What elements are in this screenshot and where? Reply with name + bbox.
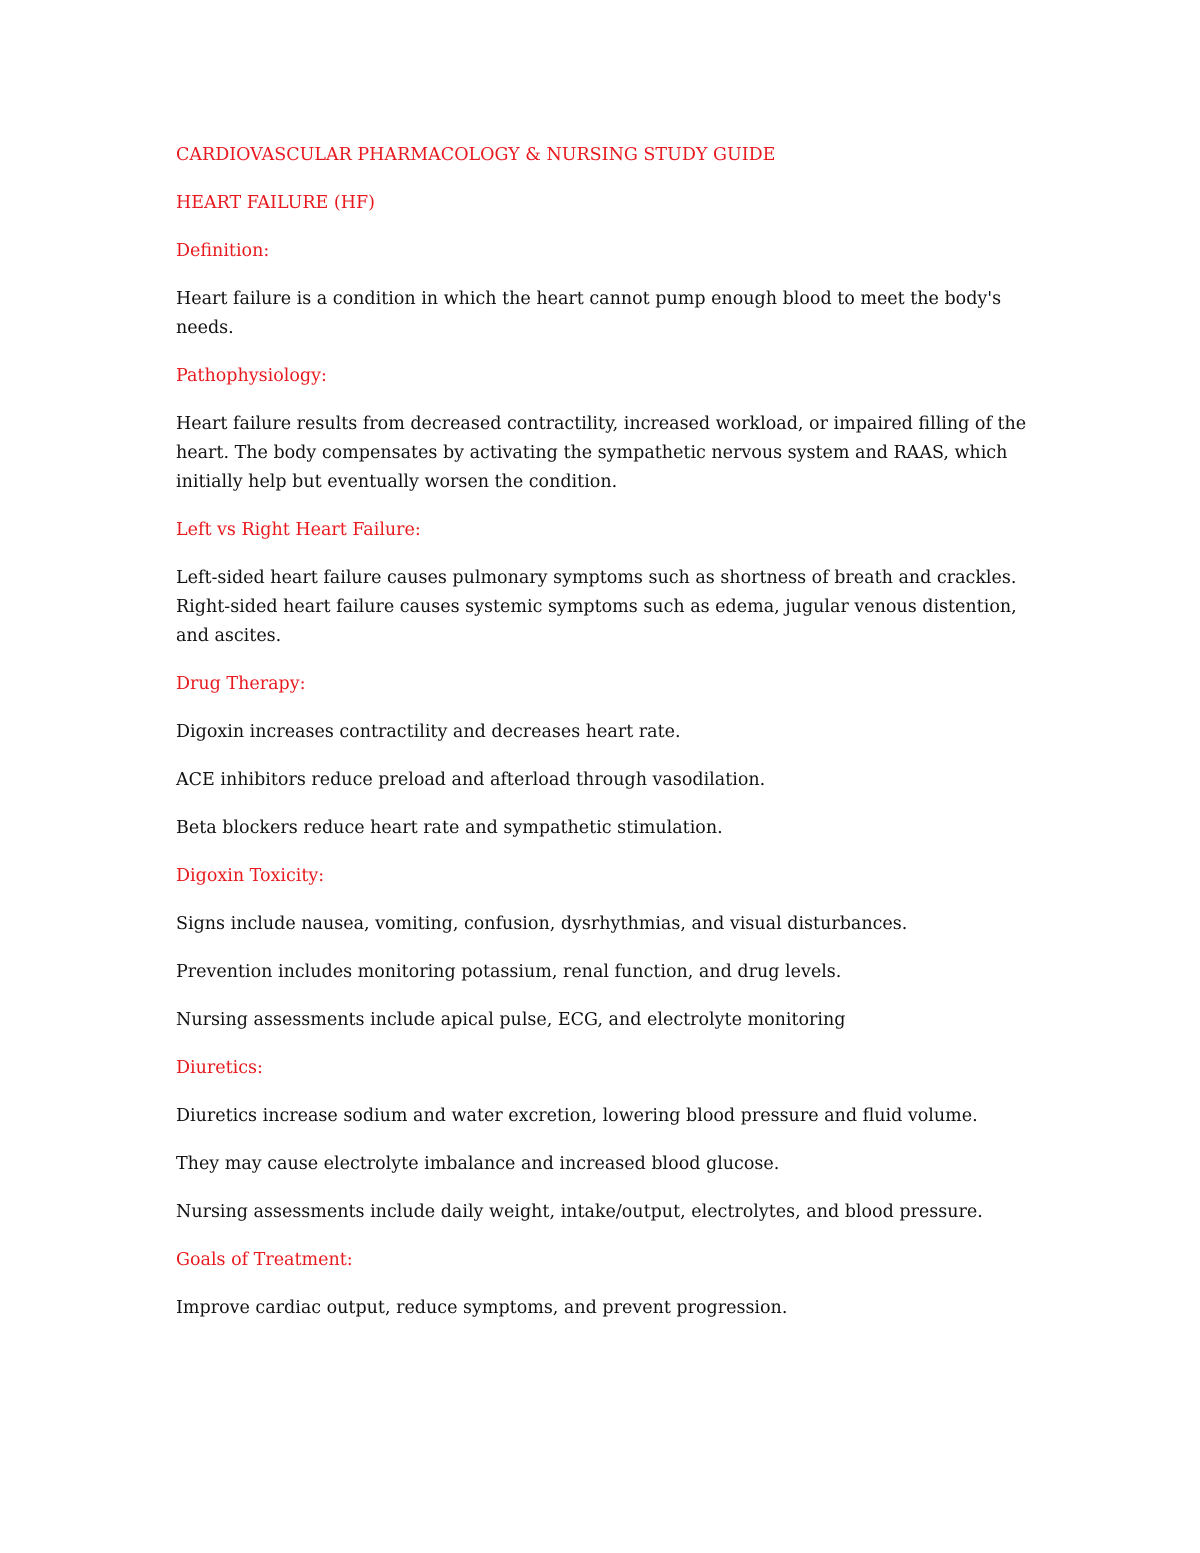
heading-digoxin-toxicity: Digoxin Toxicity: <box>176 866 325 886</box>
paragraph: Left-sided heart failure causes pulmonary symptoms such as shortness of breath and crackles. Right-sided heart failure causes systemic symptoms such as edema, jugular venous distention, and ascites. <box>176 568 1017 646</box>
paragraph: Beta blockers reduce heart rate and sympathetic stimulation. <box>176 818 723 838</box>
paragraph: Heart failure results from decreased contractility, increased workload, or impaired filling of the heart. The body compensates by activating the sympathetic nervous system and RAAS, which initially help but eventually worsen the condition. <box>176 414 1027 492</box>
paragraph: Digoxin increases contractility and decreases heart rate. <box>176 722 681 742</box>
heading-diuretics: Diuretics: <box>176 1058 263 1078</box>
paragraph: Nursing assessments include daily weight, intake/output, electrolytes, and blood pressure. <box>176 1202 983 1222</box>
heading-drug-therapy: Drug Therapy: <box>176 674 306 694</box>
paragraph: ACE inhibitors reduce preload and afterload through vasodilation. <box>176 770 766 790</box>
document-content <box>176 141 1036 1342</box>
paragraph: Nursing assessments include apical pulse, ECG, and electrolyte monitoring <box>176 1010 846 1030</box>
paragraph: Signs include nausea, vomiting, confusion, dysrhythmias, and visual disturbances. <box>176 914 908 934</box>
paragraph: Heart failure is a condition in which the heart cannot pump enough blood to meet the body's needs. <box>176 289 1002 338</box>
section-title: HEART FAILURE (HF) <box>176 193 375 213</box>
paragraph: Diuretics increase sodium and water excretion, lowering blood pressure and fluid volume. <box>176 1106 978 1126</box>
document-title: CARDIOVASCULAR PHARMACOLOGY & NURSING STUDY GUIDE <box>176 145 776 165</box>
paragraph: Prevention includes monitoring potassium, renal function, and drug levels. <box>176 962 842 982</box>
paragraph: Improve cardiac output, reduce symptoms, and prevent progression. <box>176 1298 788 1318</box>
heading-definition: Definition: <box>176 241 270 261</box>
paragraph: They may cause electrolyte imbalance and increased blood glucose. <box>176 1154 780 1174</box>
heading-pathophysiology: Pathophysiology: <box>176 366 327 386</box>
heading-left-vs-right: Left vs Right Heart Failure: <box>176 520 421 540</box>
heading-goals-of-treatment: Goals of Treatment: <box>176 1250 353 1270</box>
